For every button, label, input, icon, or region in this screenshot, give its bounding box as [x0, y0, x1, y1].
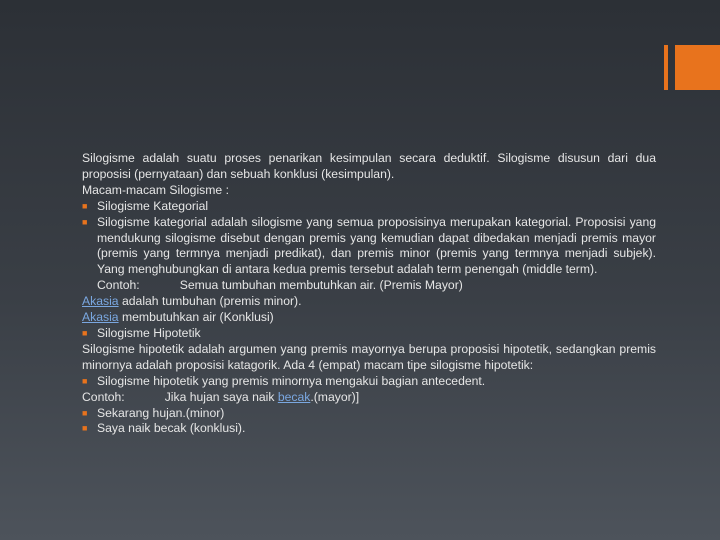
becak-link[interactable]: becak — [277, 389, 311, 404]
bullet-item — [82, 406, 656, 422]
square-bullet-icon: ■ — [82, 407, 88, 418]
akasia-link[interactable]: Akasia — [82, 294, 119, 309]
accent-bar-thin — [664, 45, 668, 90]
contoh-text: Jika hujan saya naik — [164, 389, 278, 404]
accent-bar-thick — [675, 45, 720, 90]
akasia-link[interactable]: Akasia — [82, 310, 119, 325]
bullet-item — [82, 326, 656, 342]
akasia-text: adalah tumbuhan (premis minor). — [118, 294, 302, 309]
bullet-text: Saya naik becak (konklusi). — [97, 421, 246, 436]
slide-body — [82, 151, 656, 437]
bullet-text: Silogisme hipotetik yang premis minornya mengakui bagian antecedent. — [97, 373, 486, 388]
akasia-line — [82, 310, 656, 326]
square-bullet-icon: ■ — [82, 216, 88, 227]
bullet-item — [82, 199, 656, 215]
akasia-line — [82, 294, 656, 310]
bullet-item — [82, 374, 656, 390]
square-bullet-icon: ■ — [82, 375, 88, 386]
contoh-label: Contoh: — [82, 389, 125, 404]
contoh-text-end: .(mayor)] — [310, 389, 360, 404]
macam-heading: Macam-macam Silogisme : — [82, 182, 229, 197]
contoh-line — [82, 390, 656, 406]
contoh-line — [82, 278, 656, 294]
square-bullet-icon: ■ — [82, 200, 88, 211]
bullet-item — [82, 421, 656, 437]
bullet-text: Silogisme kategorial adalah silogisme yang semua proposisinya merupakan kategorial. Proposisi yang mendukung silogisme disebut dengan premis yang kemudian dapat dibedakan menjadi premis mayor (premis yang termnya menjadi predikat), dan premis minor (premis yang termnya menjadi subjek). Yang menghubungkan di antara kedua premis tersebut adalah term penengah (middle term). — [97, 214, 656, 277]
bullet-text: Silogisme Hipotetik — [97, 325, 201, 340]
bullet-text: Silogisme Kategorial — [97, 198, 209, 213]
bullet-item — [82, 215, 656, 279]
hipotetik-paragraph: Silogisme hipotetik adalah argumen yang premis mayornya berupa proposisi hipotetik, sedangkan premis minornya adalah proposisi katagorik. Ada 4 (empat) macam tipe silogisme hipotetik: — [82, 341, 656, 372]
contoh-text: Semua tumbuhan membutuhkan air. (Premis Mayor) — [179, 278, 463, 293]
square-bullet-icon: ■ — [82, 327, 88, 338]
intro-paragraph: Silogisme adalah suatu proses penarikan kesimpulan secara deduktif. Silogisme disusun dari dua proposisi (pernyataan) dan sebuah konklusi (kesimpulan). — [82, 151, 656, 181]
contoh-label: Contoh: — [97, 278, 140, 293]
akasia-text: membutuhkan air (Konklusi) — [118, 310, 274, 325]
bullet-text: Sekarang hujan.(minor) — [97, 405, 225, 420]
square-bullet-icon: ■ — [82, 423, 88, 434]
